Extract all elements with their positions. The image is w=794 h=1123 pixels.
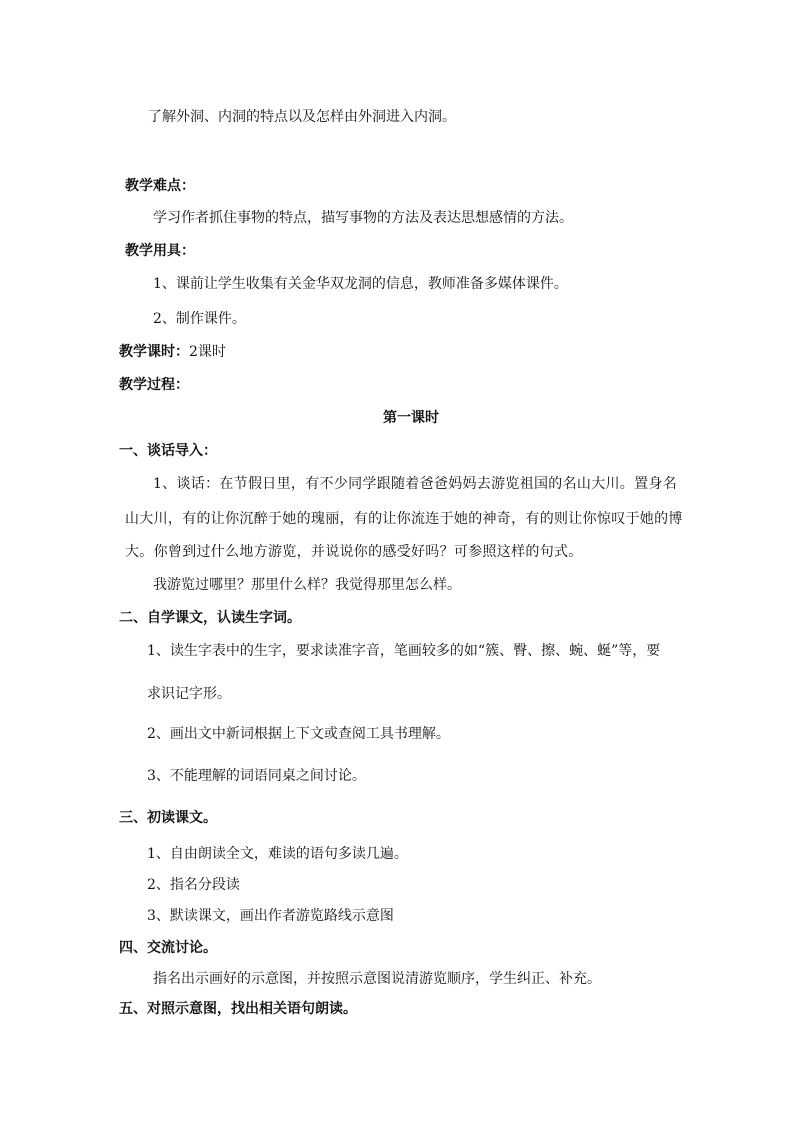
section3-line: 2、指名分段读 (147, 877, 240, 893)
section5-heading: 五、对照示意图，找出相关语句朗读。 (119, 1001, 357, 1017)
section3-heading: 三、初读课文。 (119, 810, 217, 826)
section1-line: 山大川，有的让你沉醉于她的瑰丽，有的让你流连于她的神奇，有的则让你惊叹于她的博 (125, 511, 683, 527)
hours-line (119, 343, 226, 361)
section2-line: 3、不能理解的词语同桌之间讨论。 (147, 768, 366, 784)
section2-line: 求识记字形。 (147, 686, 231, 702)
difficulty-text: 学习作者抓住事物的特点，描写事物的方法及表达思想感情的方法。 (153, 210, 573, 226)
lesson-title: 第一课时 (383, 410, 439, 426)
difficulty-heading: 教学难点： (125, 178, 195, 194)
section3-line: 1、自由朗读全文，难读的语句多读几遍。 (147, 846, 408, 862)
section3-line: 3、默读课文，画出作者游览路线示意图 (147, 908, 394, 924)
intro-line: 了解外洞、内洞的特点以及怎样由外洞进入内洞。 (148, 109, 456, 125)
section2-line: 2、画出文中新词根据上下文或查阅工具书理解。 (147, 726, 450, 742)
section1-line: 我游览过哪里？那里什么样？我觉得那里怎么样。 (153, 577, 461, 593)
hours-label: 教学课时： (119, 344, 189, 360)
section4-text: 指名出示画好的示意图，并按照示意图说清游览顺序，学生纠正、补充。 (153, 971, 601, 987)
section1-line: 大。你曾到过什么地方游览，并说说你的感受好吗？可参照这样的句式。 (125, 544, 583, 560)
tools-item: 1、课前让学生收集有关金华双龙洞的信息，教师准备多媒体课件。 (153, 276, 568, 292)
section4-heading: 四、交流讨论。 (119, 940, 217, 956)
process-heading: 教学过程： (119, 377, 189, 393)
tools-heading: 教学用具： (125, 243, 195, 259)
tools-item: 2、制作课件。 (153, 311, 246, 327)
section1-heading: 一、谈话导入： (119, 443, 217, 459)
section2-heading: 二、自学课文，认读生字词。 (119, 610, 301, 626)
section1-line: 1、谈话：在节假日里，有不少同学跟随着爸爸妈妈去游览祖国的名山大川。置身名 (153, 476, 678, 492)
hours-value: 2课时 (189, 344, 226, 360)
section2-line: 1、读生字表中的生字，要求读准字音，笔画较多的如“簇、臀、擦、蜿、蜒”等，要 (147, 643, 661, 659)
